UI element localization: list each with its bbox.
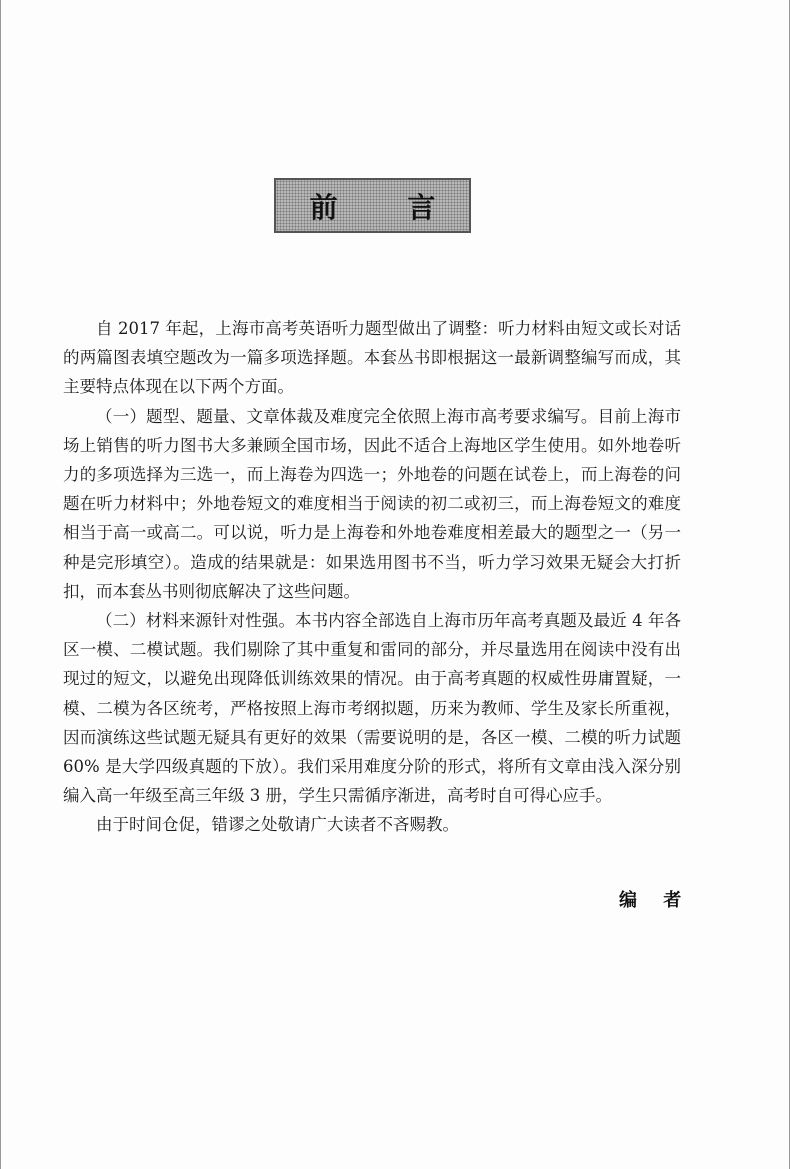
- paragraph-closing: 由于时间仓促，错谬之处敬请广大读者不吝赐教。: [96, 815, 459, 835]
- paragraph-intro: 自 2017 年起，上海市高考英语听力题型做出了调整：听力材料由短文或长对话的两篇图表填空题改为一篇多项选择题。本套丛书即根据这一最新调整编写而成，其主要特点体现在以下两个方面。: [63, 319, 681, 397]
- page-title: 前 言: [309, 190, 466, 224]
- title-banner: [274, 178, 471, 233]
- author-signature: 编 者: [619, 890, 692, 911]
- paragraph-point-two: （二）材料来源针对性强。本书内容全部选自上海市历年高考真题及最近 4 年各区一模、二模试题。我们剔除了其中重复和雷同的部分，并尽量选用在阅读中没有出现过的短文，以避免出现降低训练效果的情况。由于高考真题的权威性毋庸置疑，一模、二模为各区统考，严格按照上海市考纲拟题，历来为教师、学生及家长所重视，因而演练这些试题无疑具有更好的效果（需要说明的是，各区一模、二模的听力试题 60% 是大学四级真题的下放）。我们采用难度分阶的形式，将所有文章由浅入深分别编入高一年级至高三年级 3 册，学生只需循序渐进，高考时自可得心应手。: [63, 611, 681, 806]
- paragraph-point-one: （一）题型、题量、文章体裁及难度完全依照上海市高考要求编写。目前上海市场上销售的听力图书大多兼顾全国市场，因此不适合上海地区学生使用。如外地卷听力的多项选择为三选一，而上海卷为四选一；外地卷的问题在试卷上，而上海卷的问题在听力材料中；外地卷短文的难度相当于阅读的初二或初三，而上海卷短文的难度相当于高一或高二。可以说，听力是上海卷和外地卷难度相差最大的题型之一（另一种是完形填空）。造成的结果就是：如果选用图书不当，听力学习效果无疑会大打折扣，而本套丛书则彻底解决了这些问题。: [63, 406, 681, 601]
- preface-body: [63, 314, 681, 840]
